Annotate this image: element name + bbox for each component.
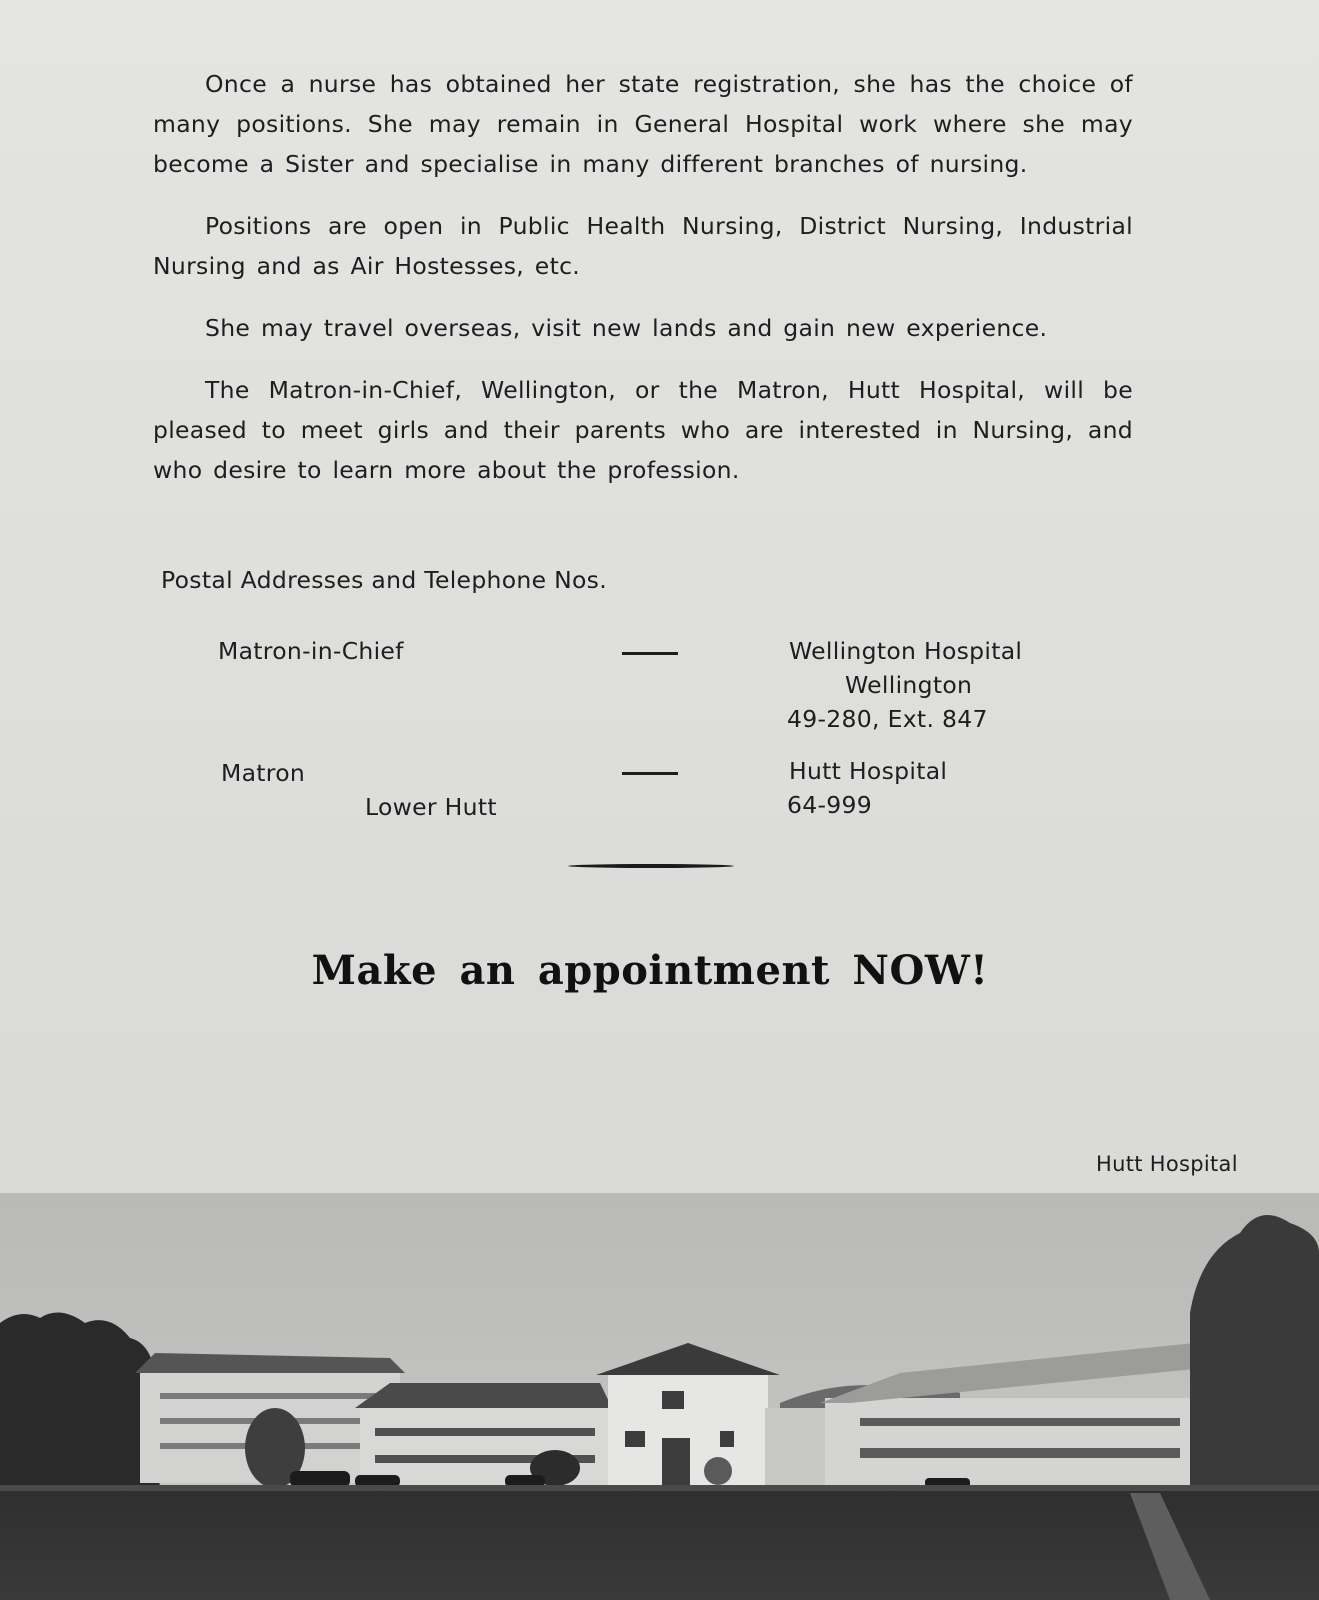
divider-rule xyxy=(568,864,734,868)
hutt-phone: 64-999 xyxy=(787,791,873,819)
postal-heading: Postal Addresses and Telephone Nos. xyxy=(161,566,607,594)
wellington-city: Wellington xyxy=(845,671,973,699)
wellington-phone: 49-280, Ext. 847 xyxy=(787,705,988,733)
photo-caption: Hutt Hospital xyxy=(1096,1152,1238,1176)
call-to-action: Make an appointment NOW! xyxy=(311,947,989,994)
paragraph-positions: Positions are open in Public Health Nursing, District Nursing, Industrial Nursing and as Air Hostesses, etc. xyxy=(153,212,1133,280)
matron-title: Matron xyxy=(221,759,306,787)
body-text xyxy=(153,64,1133,512)
paragraph-travel: She may travel overseas, visit new lands and gain new experience. xyxy=(205,314,1048,342)
hospital-photo xyxy=(0,1193,1319,1600)
dash-separator xyxy=(622,652,678,655)
matron-in-chief-title: Matron-in-Chief xyxy=(218,637,404,665)
lower-hutt-location: Lower Hutt xyxy=(365,793,497,821)
paragraph-matron: The Matron-in-Chief, Wellington, or the Matron, Hutt Hospital, will be pleased to meet girls and their parents who are interested in Nursing, and who desire to learn more about the profession. xyxy=(153,376,1133,484)
wellington-hospital-name: Wellington Hospital xyxy=(789,637,1023,665)
hutt-hospital-name: Hutt Hospital xyxy=(789,757,948,785)
dash-separator xyxy=(622,772,678,775)
paragraph-registration: Once a nurse has obtained her state registration, she has the choice of many positions. She may remain in General Hospital work where she may become a Sister and specialise in many different branches of nursing. xyxy=(153,70,1133,178)
